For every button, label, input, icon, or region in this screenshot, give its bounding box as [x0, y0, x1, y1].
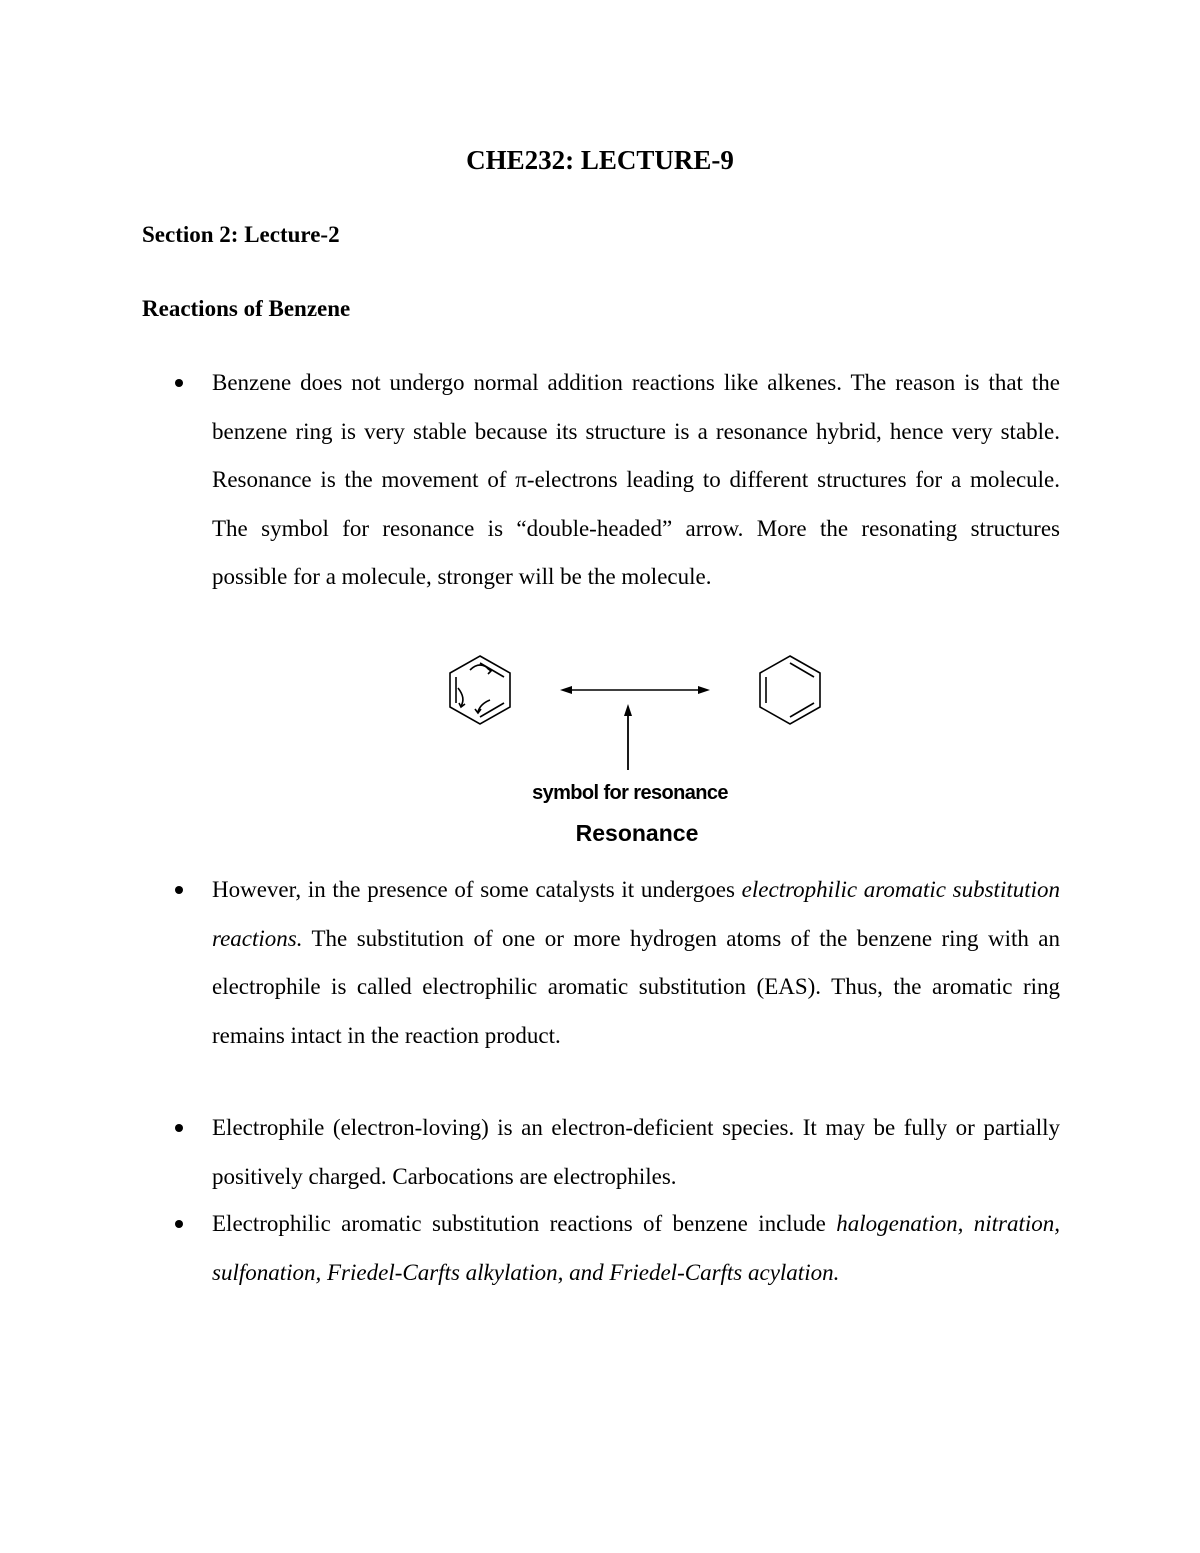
text-segment: Electrophilic aromatic substitution reactions of benzene include — [212, 1211, 837, 1236]
benzene-resonance-structure-icon — [450, 656, 510, 724]
double-headed-arrow-icon — [560, 686, 710, 694]
emphasized-text: electrophilic aromatic substitution reactions. — [212, 877, 1061, 951]
bullet-icon — [175, 379, 183, 387]
resonance-figure — [430, 648, 850, 858]
bullet-text — [212, 359, 1060, 602]
bullet-item — [142, 1104, 1060, 1201]
bullet-icon — [175, 886, 183, 894]
emphasized-text: halogenation, nitration, sulfonation, Friedel-Carfts alkylation, and Friedel-Carfts acylation. — [212, 1211, 1060, 1285]
figure-caption: Resonance — [575, 820, 699, 846]
bullet-icon — [175, 1220, 183, 1228]
text-segment: The substitution of one or more hydrogen atoms of the benzene ring with an electrophile is called electrophilic aromatic substitution (EAS). Thus, the aromatic ring remains intact in the reaction product. — [212, 925, 1060, 1048]
bullet-item — [142, 866, 1060, 1060]
benzene-icon — [760, 656, 820, 724]
resonance-symbol-label: symbol for resonance — [532, 782, 728, 804]
bullet-text — [212, 1200, 1060, 1297]
page-title: CHE232: LECTURE-9 — [466, 145, 734, 175]
text-segment: Electrophile (electron-loving) is an electron-deficient species. It may be fully or partially positively charged. Carbocations are electrophiles. — [212, 1115, 1060, 1189]
bullet-item — [142, 359, 1060, 602]
topic-heading: Reactions of Benzene — [142, 296, 351, 321]
bullet-text — [212, 866, 1060, 1060]
text-segment: However, in the presence of some catalysts it undergoes — [212, 877, 742, 902]
text-segment: Benzene does not undergo normal addition reactions like alkenes. The reason is that the benzene ring is very stable because its structure is a resonance hybrid, hence very stable. Resonance is the movement of π-electrons leading to different structures for a molecule. The symbol for resonance is “double-headed” arrow. More the resonating structures possible for a molecule, stronger will be the molecule. — [212, 370, 1060, 590]
pointer-arrow-icon — [624, 704, 632, 770]
bullet-icon — [175, 1124, 183, 1132]
bullet-text — [212, 1104, 1060, 1201]
bullet-item — [142, 1200, 1060, 1297]
section-heading: Section 2: Lecture-2 — [142, 222, 340, 247]
